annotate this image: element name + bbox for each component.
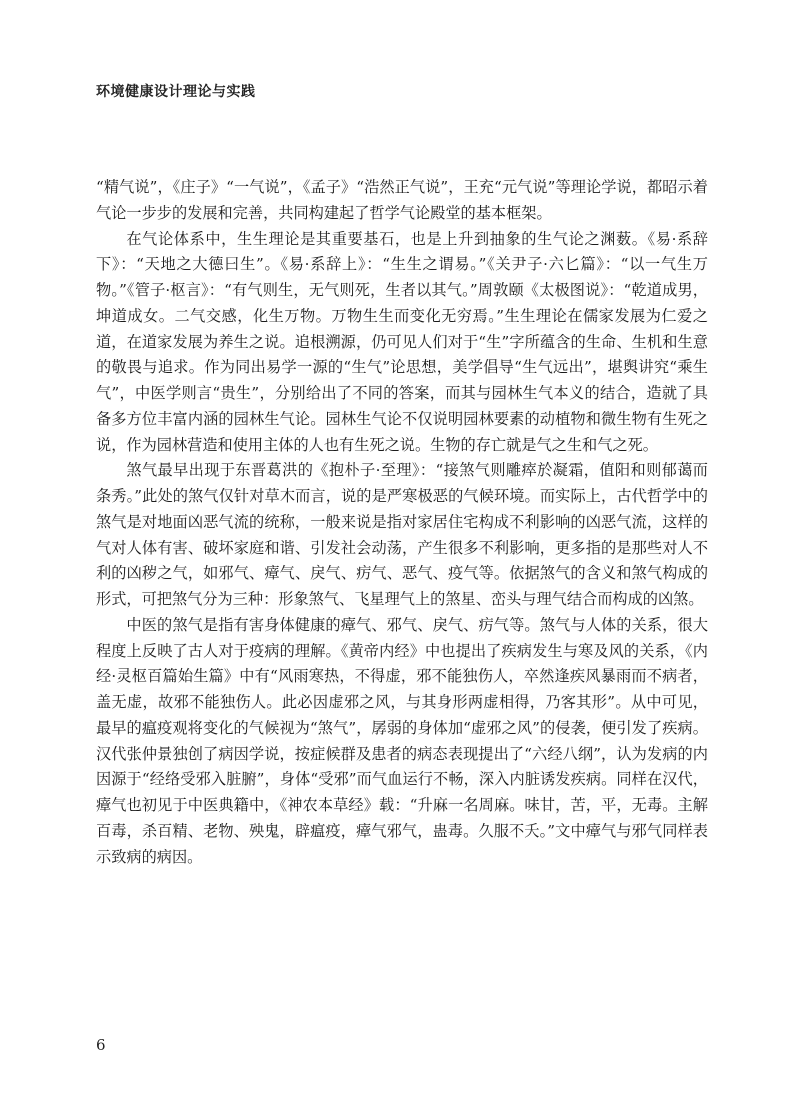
paragraph-continued: “精气说”，《庄子》“一气说”，《孟子》“浩然正气说”，王充“元气说”等理论学说，都昭示着气论一步步的发展和完善，共同构建起了哲学气论殿堂的基本框架。 (96, 178, 708, 222)
running-header-title: 环境健康设计理论与实践 (96, 84, 256, 100)
page-number: 6 (96, 1036, 106, 1054)
paragraph-shengsheng-theory: 在气论体系中，生生理论是其重要基石，也是上升到抽象的生气论之渊薮。《易·系辞下》：“天地之大德曰生”。《易·系辞上》：“生生之谓易。”《关尹子·六匕篇》：“以一气生万物。”《管子·枢言》：“有气则生，无气则死，生者以其气。”周敦颐《太极图说》：“乾道成男，坤道成女。二气交感，化生万物。万物生生而变化无穷焉。”生生理论在儒家发展为仁爱之道，在道家发展为养生之说。追根溯源，仍可见人们对于“生”字所蕴含的生命、生机和生意的敬畏与追求。作为同出易学一源的“生气”论思想，美学倡导“生气远出”，堪舆讲究“乘生气”，中医学则言“贵生”，分别给出了不同的答案，而其与园林生气本义的结合，造就了具备多方位丰富内涵的园林生气论。园林生气论不仅说明园林要素的动植物和微生物有生死之说，作为园林营造和使用主体的人也有生死之说。生物的存亡就是气之生和气之死。 (96, 229, 708, 454)
paragraph-shaqi-origin: 煞气最早出现于东晋葛洪的《抱朴子·至理》：“接煞气则雕瘁於凝霜，值阳和则郁蔼而条秀。”此处的煞气仅针对草木而言，说的是严寒极恶的气候环境。而实际上，古代哲学中的煞气是对地面凶恶气流的统称，一般来说是指对家居住宅构成不利影响的凶恶气流，这样的气对人体有害、破坏家庭和谐、引发社会动荡，产生很多不利影响，更多指的是那些对人不利的凶秽之气，如邪气、瘴气、戾气、疠气、恶气、疫气等。依据煞气的含义和煞气构成的形式，可把煞气分为三种：形象煞气、飞星理气上的煞星、峦头与理气结合而构成的凶煞。 (96, 461, 708, 608)
body-text (96, 175, 708, 870)
paragraph-tcm-shaqi: 中医的煞气是指有害身体健康的瘴气、邪气、戾气、疠气等。煞气与人体的关系，很大程度上反映了古人对于疫病的理解。《黄帝内经》中也提出了疾病发生与寒及风的关系，《内经·灵枢百篇始生篇》中有“风雨寒热，不得虚，邪不能独伤人，卒然逢疾风暴雨而不病者，盖无虚，故邪不能独伤人。此必因虚邪之风，与其身形两虚相得，乃客其形”。从中可见，最早的瘟疫观将变化的气候视为“煞气”，孱弱的身体加“虚邪之风”的侵袭，便引发了疾病。汉代张仲景独创了病因学说，按症候群及患者的病态表现提出了“六经八纲”，认为发病的内因源于“经络受邪入脏腑”，身体“受邪”而气血运行不畅，深入内脏诱发疾病。同样在汉代，瘴气也初见于中医典籍中，《神农本草经》载：“升麻一名周麻。味甘，苦，平，无毒。主解百毒，杀百精、老物、殃鬼，辟瘟疫，瘴气邪气，蛊毒。久服不夭。”文中瘴气与邪气同样表示致病的病因。 (96, 615, 708, 866)
